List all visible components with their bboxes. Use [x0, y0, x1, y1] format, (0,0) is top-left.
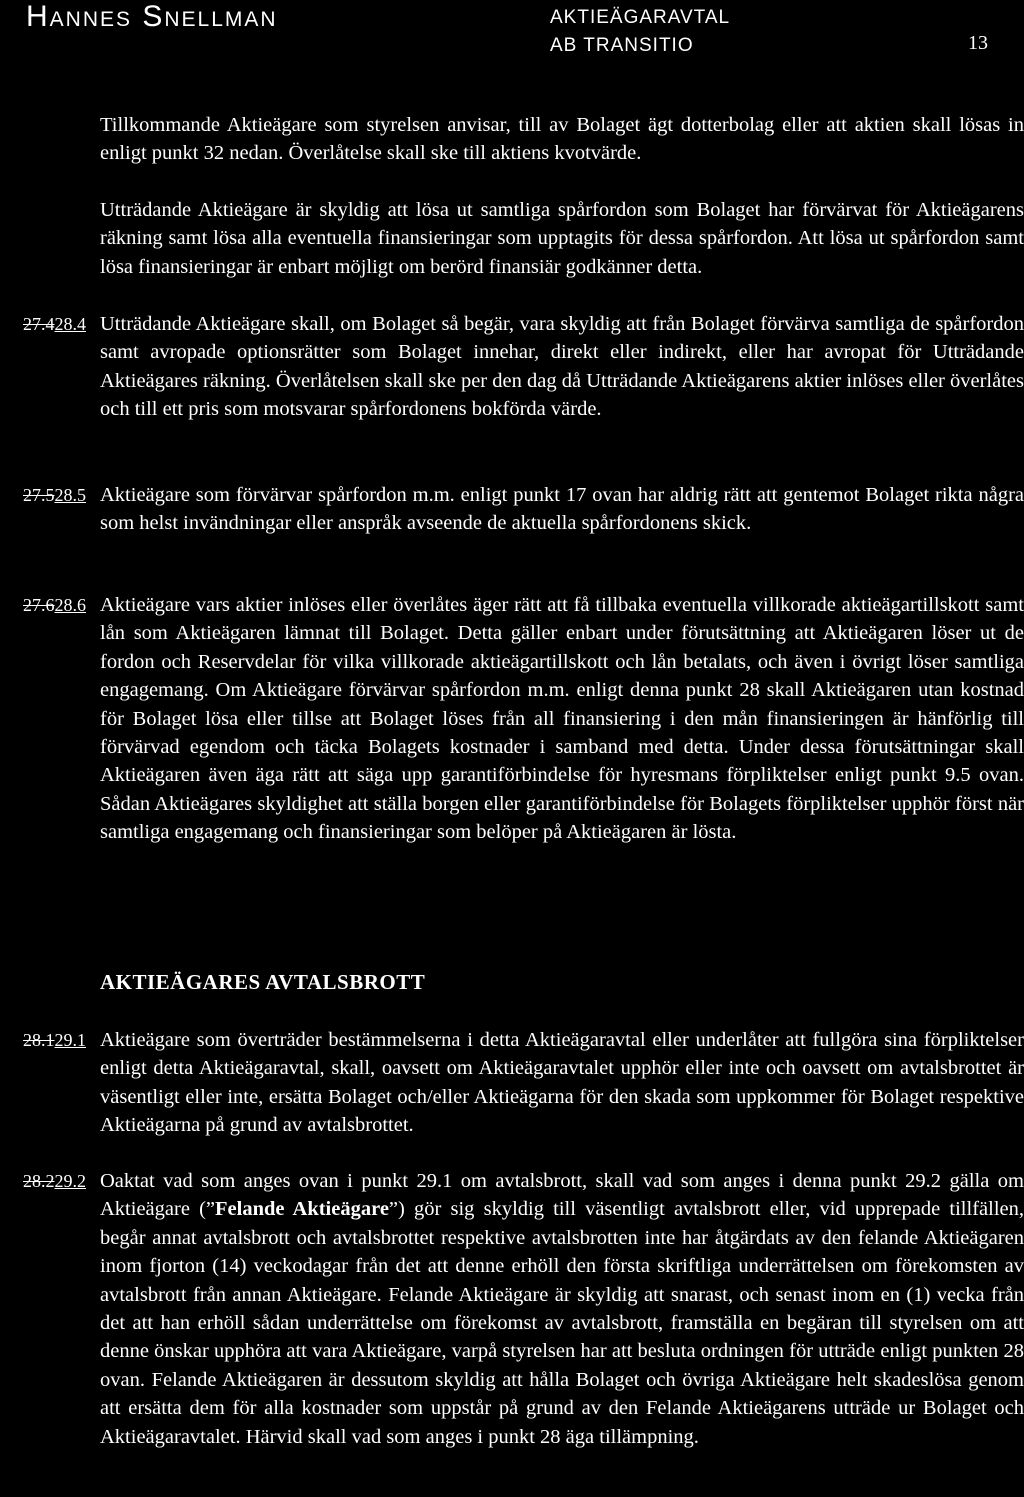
clause-28-4 [0, 310, 1024, 424]
inserted-clause-number: 29.2 [54, 1171, 86, 1191]
clause-text: Aktieägare som förvärvar spårfordon m.m. enligt punkt 17 ovan har aldrig rätt att gentemot Bolaget rikta några som helst invändningar eller anspråk avseende de aktuella spårfordonens skick. [100, 484, 1024, 535]
document-title: AKTIEÄGARAVTAL [550, 7, 731, 28]
clause-text: Aktieägare vars aktier inlöses eller överlåtes äger rätt att få tillbaka eventuella villkorade aktieägartillskott samt lån som Aktieägaren lämnat till Bolaget. Detta gäller enbart under förutsättning att Aktieägaren löser ut de fordon och Reservdelar för vilka villkorade aktieägartillskott och lån betalats, och även i övrigt löser samtliga engagemang. Om Aktieägare förvärvar spårfordon m.m. enligt denna punkt 28 skall Aktieägaren utan kostnad för Bolaget lösa eller tillse att Bolaget löses från all finansiering i den mån finansieringen är hänförlig till förvärvad egendom och täcka Bolagets kostnader i samband med detta. Under dessa förutsättningar skall Aktieägaren även äga rätt att säga upp garantiförbindelse för hyresmans förpliktelser enligt punkt 9.5 ovan. Sådan Aktieägares skyldighet att ställa borgen eller garantiförbindelse för Bolagets förpliktelser upphör först när samtliga engagemang och finansieringar som belöper på Aktieägaren är lösta. [100, 594, 1024, 844]
clause-number [23, 591, 103, 619]
defined-term: Felande Aktieägare [215, 1198, 389, 1221]
section-heading: AKTIEÄGARES AVTALSBROTT [100, 970, 426, 994]
clause-number [23, 481, 103, 509]
inserted-clause-number: 29.1 [54, 1030, 86, 1050]
clause-number [23, 310, 103, 338]
deleted-clause-number: 28.2 [23, 1171, 55, 1191]
clause-29-1 [0, 1026, 1024, 1140]
company-name: AB TRANSITIO [550, 35, 694, 56]
paragraph: Utträdande Aktieägare är skyldig att lösa ut samtliga spårfordon som Bolaget har förvärvat för Aktieägarens räkning samt lösa alla eventuella finansieringar som upptagits för dessa spårfordon. Att lösa ut spårfordon samt lösa finansieringar är enbart möjligt om berörd finansiär godkänner detta. [100, 199, 1024, 278]
clause-text-before-term: Oaktat vad som anges ovan i punkt 29.1 om avtalsbrott, skall vad som anges i denna punkt 29.2 gälla om Aktieägare (” [100, 1170, 1024, 1221]
clause-text-after-term: ”) gör sig skyldig till väsentligt avtalsbrott eller, vid upprepade tillfällen, begår annat avtalsbrott och avtalsbrottet respektive avtalsbrotten inte har åtgärdats av den felande Aktieägaren inom fjorton (14) veckodagar från det att denne erhöll den första skriftliga underrättelsen om förekomsten av avtalsbrott från annan Aktieägare. Felande Aktieägare är skyldig att snarast, och senast inom en (1) vecka från det att han erhöll sådan underrättelse om förekomst av avtalsbrott, framställa en begäran till styrelsen om att denne önskar upphöra att vara Aktieägare, varpå styrelsen har att besluta ordningen för utträde enligt punkten 28 ovan. Felande Aktieägaren är dessutom skyldig att hålla Bolaget och övriga Aktieägare helt skadeslösa genom att ersätta dem för alla kostnader som uppstår på grund av den Felande Aktieägarens utträde ur Bolaget och Aktieägaravtalet. Härvid skall vad som anges i punkt 28 äga tillämpning. [100, 1198, 1024, 1448]
deleted-clause-number: 28.1 [23, 1030, 55, 1050]
clause-29-2 [0, 1167, 1024, 1451]
inserted-clause-number: 28.5 [54, 485, 86, 505]
clause-text: Utträdande Aktieägare skall, om Bolaget så begär, vara skyldig att från Bolaget förvärva samtliga de spårfordon samt avropade optionsrätter som Bolaget innehar, direkt eller indirekt, eller har avropat för Utträdande Aktieägares räkning. Överlåtelsen skall ske per den dag då Utträdande Aktieägarens aktier inlöses eller överlåtes och till ett pris som motsvarar spårfordonens bokförda värde. [100, 313, 1024, 421]
firm-name: Hannes Snellman [26, 0, 278, 33]
document-title-block [550, 4, 730, 60]
deleted-clause-number: 27.4 [23, 314, 55, 334]
clause-text [100, 1167, 1024, 1451]
clause-28-6 [0, 591, 1024, 847]
paragraph: Tillkommande Aktieägare som styrelsen anvisar, till av Bolaget ägt dotterbolag eller att aktien skall lösas in enligt punkt 32 nedan. Överlåtelse skall ske till aktiens kvotvärde. [100, 114, 1024, 165]
inserted-clause-number: 28.4 [54, 314, 86, 334]
clause-28-5 [0, 481, 1024, 538]
deleted-clause-number: 27.6 [23, 595, 55, 615]
inserted-clause-number: 28.6 [54, 595, 86, 615]
page-number: 13 [968, 32, 988, 54]
clause-number [23, 1026, 103, 1054]
clause-number [23, 1167, 103, 1195]
clause-text: Aktieägare som överträder bestämmelserna i detta Aktieägaravtal eller underlåter att fullgöra sina förpliktelser enligt detta Aktieägaravtal, skall, oavsett om Aktieägaravtalet upphör eller inte och oavsett om avtalsbrottet är väsentligt eller inte, ersätta Bolaget och/eller Aktieägarna för den skada som uppkommer för Bolaget respektive Aktieägarna på grund av avtalsbrottet. [100, 1029, 1024, 1137]
deleted-clause-number: 27.5 [23, 485, 55, 505]
